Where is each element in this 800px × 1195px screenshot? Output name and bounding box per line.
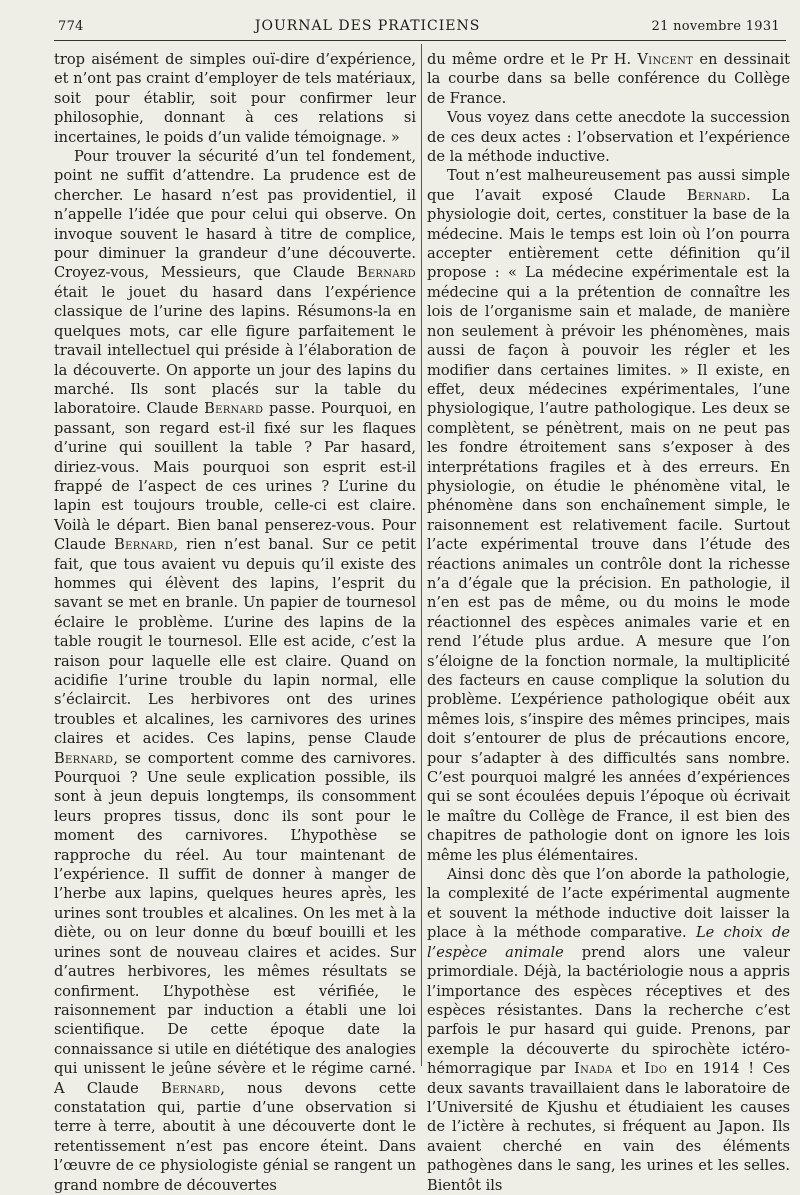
left-column (54, 50, 417, 1194)
running-header (58, 18, 780, 40)
text-run: en 1914 ! Ces deux savants travaillaient dans le laboratoire de l’Université de Kjushu et étudiaient les causes de l’ictère à rechutes, si fréquent au Japon. Ils avaient cherché en vain des éléments pathogènes dans le sang, les urines et les selles. Bientôt ils (427, 1060, 791, 1194)
author-name: Inada (574, 1060, 613, 1078)
text-run: Ainsi donc dès que l’on aborde la pathologie, la complexité de l’acte expérimental augmente et souvent la méthode inductive doit laisser la place à la méthode comparative. (427, 866, 790, 942)
author-name: Bernard (356, 264, 416, 282)
italic-phrase: Le choix de l’espèce animale (427, 924, 791, 961)
text-run: , nous devons cette constatation qui, partie d’une observation si terre à terre, aboutit à une découverte dont le retentissement n’est pas encore éteint. Dans l’œuvre de ce physiologiste génial se rangent un grand nombre de découvertes (54, 1079, 417, 1194)
paragraph: Vous voyez dans cette anecdote la succession de ces deux actes : l’observation et l’expérience de la méthode inductive. (427, 109, 790, 166)
paragraph (427, 166, 790, 865)
author-name: Bernard (686, 186, 746, 204)
text-run: , se comportent comme des carnivores. Pourquoi ? Une seule explication possible, ils sont à jeun depuis longtemps, ils consomment leurs propres tissus, donc ils sont pour le moment des carnivores. L’hypothèse se rapproche du réel. Au tour maintenant de l’expérience. Il suffit de donner à manger de l’herbe aux lapins, quelques heures après, les urines sont troubles et alcalines. On les met à la diète, ou on leur donne du bœuf bouilli et les urines sont de nouveau claires et acides. Sur d’autres herbivores, les mêmes résultats se confirment. L’hypothèse est vérifiée, le raisonnement par induction a établi une loi scientifique. De cette époque date la connaissance si utile en diététique des analogies qui unissent le jeûne sévère et le régime carné. A Claude (54, 749, 416, 1097)
text-run: , rien n’est banal. Sur ce petit fait, que tous avaient vu depuis qu’il existe des hommes qui élèvent des lapins, l’esprit du savant se met en branle. Un papier de tournesol éclaire le problème. L’urine des lapins de la table rougit le tournesol. Elle est acide, c’est la raison pour laquelle elle est claire. Quand on acidifie l’urine trouble du lapin normal, elle s’éclaircit. Les herbivores ont des urines troubles et alcalines, les carnivores des urines claires et acides. Ces lapins, pense Claude (54, 536, 416, 748)
text-run: était le jouet du hasard dans l’expérience classique de l’urine des lapins. Résumons-la en quelques mots, car elle figure parfaitement le travail intellectuel qui préside à l’élaboration de la découverte. On apporte un jour des lapins du marché. Ils sont placés sur la table du laboratoire. Claude (54, 283, 416, 418)
author-name: Ido (644, 1060, 668, 1078)
text-run: passe. Pourquoi, en passant, son regard est-il fixé sur les flaques d’urine qui souillent la table ? Par hasard, diriez-vous. Mais pourquoi son esprit est-il frappé de l’aspect de ces urines ? L’urine du lapin est toujours trouble, celle-ci est claire. Voilà le départ. Bien banal penserez-vous. Pour Claude (54, 400, 416, 554)
journal-title: JOURNAL DES PRATICIENS (254, 18, 481, 34)
text-run: en dessinait la courbe dans sa belle conférence du Collège de France. (427, 51, 790, 107)
text-run: prend alors une valeur primordiale. Déjà, la bactériologie nous a appris l’importance des espèces réceptives et des espèces résistantes. Dans la recherche c’est parfois le pur hasard qui guide. Prenons, par exemple la découverte du spirochète ictéro-hémorragique par (427, 943, 790, 1078)
header-rule (54, 40, 786, 41)
text-run: . La physiologie doit, certes, constituer la base de la médecine. Mais le temps est loin où l’on pourra accepter entièrement cette définition qu’il propose : « La médecine expérimentale est la médecine qui a la prétention de connaître les lois de l’organisme sain et malade, de manière non seulement à prévoir les phénomènes, mais aussi de façon à pouvoir les régler et les modifier dans certaines limites. » Il existe, en effet, deux médecines expérimentales, l’une physiologique, l’autre pathologique. Les deux se complètent, se pénètrent, mais on ne peut pas les fondre étroitement sans s’exposer à des interprétations fragiles et à des erreurs. En physiologie, on étudie le phénomène vital, le phénomène dans son enchaînement simple, le raisonnement est relativement facile. Surtout l’acte expérimental trouve dans l’étude des réactions animales un contrôle dont la richesse n’a d’égale que la précision. En pathologie, il n’en est pas de même, ou du moins le mode réactionnel des espèces animales varie et en rend l’étude plus ardue. A mesure que l’on s’éloigne de la fonction normale, la multiplicité des facteurs en cause complique la solution du problème. L’expérience pathologique obéit aux mêmes lois, s’inspire des mêmes principes, mais doit s’entourer de plus de précautions encore, pour s’adapter à des difficultés sans nombre. C’est pourquoi malgré les années d’expériences qui se sont écoulées depuis l’époque où écrivait le maître du Collège de France, il est bien des chapitres de pathologie dont on ignore les lois même les plus élémentaires. (427, 186, 791, 864)
author-name: Bernard (204, 400, 264, 418)
paragraph (427, 865, 790, 1195)
paragraph (54, 147, 416, 1195)
paragraph: trop aisément de simples ouï-dire d’expérience, et n’ont pas craint d’employer de tels matériaux, soit pour établir, soit pour confirmer leur philosophie, donnant à ces relations si incertaines, le poids d’un valide témoignage. » (54, 51, 416, 146)
author-name: Bernard (161, 1079, 221, 1097)
text-run: Pour trouver la sécurité d’un tel fondement, point ne suffit d’attendre. La prudence est de chercher. Le hasard n’est pas providentiel, il n’appelle l’idée que pour celui qui observe. On invoque souvent le hasard à titre de complice, pour diminuer la grandeur d’une découverte. Croyez-vous, Messieurs, que Claude (54, 148, 416, 282)
text-run: du même ordre et le Pr H. (427, 51, 638, 68)
text-run: Tout n’est malheureusement pas aussi simple que l’avait exposé Claude (427, 167, 790, 204)
paragraph (427, 50, 790, 108)
column-divider (421, 44, 422, 1066)
author-name: Bernard (114, 536, 174, 554)
author-name: Vincent (637, 51, 694, 68)
text-run: et (612, 1060, 645, 1078)
issue-date: 21 novembre 1931 (651, 19, 780, 34)
page-number: 774 (58, 19, 84, 34)
right-column (427, 50, 791, 1194)
author-name: Bernard (54, 749, 114, 767)
